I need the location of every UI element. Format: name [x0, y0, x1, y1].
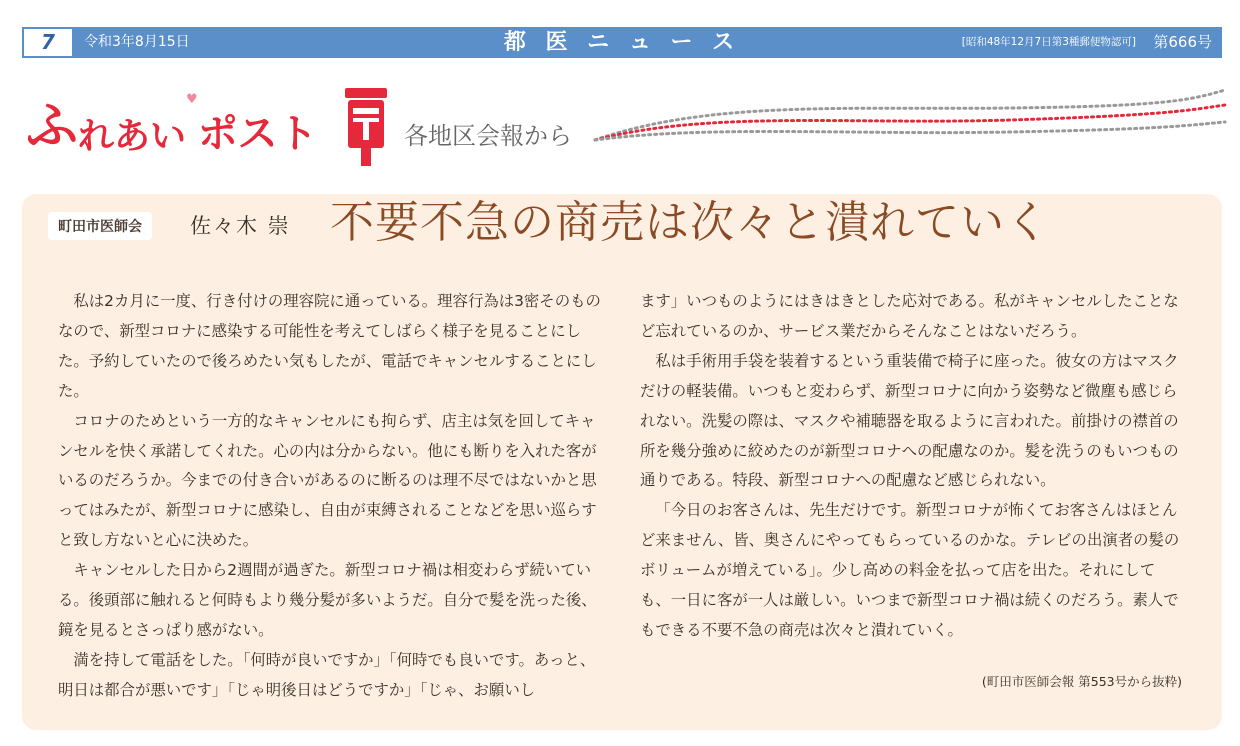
logo-reai: れあい [78, 116, 187, 157]
postbox-icon [345, 88, 387, 166]
paragraph: キャンセルした日から2週間が過ぎた。新型コロナ禍は相変わらず続いている。後頭部に触れると何時もより幾分髪が多いようだ。自分で髪を洗った後、鏡を見るとさっぱり感がない。 [58, 561, 597, 639]
postal-permit: [昭和48年12月7日第3種郵便物認可] [961, 36, 1136, 48]
heart-icon: ♥ [186, 92, 198, 107]
paragraph: ます」いつものようにはきはきとした応対である。私がキャンセルしたことなど忘れているのか、サービス業だからそんなことはないだろう。 [640, 292, 1179, 340]
paragraph: 満を持して電話をした。「何時が良いですか」「何時でも良いです。あっと、明日は都合が悪いです」「じゃ明後日はどうですか」「じゃ、お願いし [58, 650, 596, 699]
logo-post: ポスト [197, 111, 318, 157]
dotted-wave-decoration [590, 80, 1230, 160]
header-bar [22, 27, 1222, 58]
section-subtitle: 各地区会報から [404, 122, 572, 150]
paragraph: 私は2カ月に一度、行き付けの理容院に通っている。理容行為は3密そのものなので、新型コロナに感染する可能性を考えてしばらく様子を見ることにした。予約していたので後ろめたい気もしたが、電話でキャンセルすることにした。 [58, 292, 601, 400]
source-citation: (町田市医師会報 第553号から抜粋) [981, 674, 1182, 689]
page-number: 7 [22, 27, 74, 58]
issue-number: 第666号 [1153, 33, 1212, 51]
article-headline: 不要不急の商売は次々と潰れていく [330, 197, 1050, 248]
article-column-right [640, 287, 1185, 646]
masthead: 都 医 ニ ュ ー ス [503, 30, 741, 55]
paragraph: コロナのためという一方的なキャンセルにも拘らず、店主は気を回してキャンセルを快く承諾してくれた。心の内は分からない。他にも断りを入れた客がいるのだろうか。今までの付き合いがあるのに断るのは理不尽ではないかと思ってはみたが、新型コロナに感染し、自由が束縛されることなどを思い巡らすと致し方ないと心に決めた。 [58, 411, 597, 550]
logo-fu: ふ [26, 97, 79, 157]
article-column-left [58, 287, 606, 706]
author-name: 佐々木 崇 [190, 214, 291, 238]
paragraph: 「今日のお客さんは、先生だけです。新型コロナが怖くてお客さんはほとんど来ません、皆、奥さんにやってもらっているのかな。テレビの出演者の髪のボリュームが増えている」。少し高めの料金を払って店を出た。それにしても、一日に客が一人は厳しい。いつまで新型コロナ禍は続くのだろう。素人でもできる不要不急の商売は次々と潰れていく。 [640, 501, 1180, 639]
section-logo [26, 84, 318, 157]
association-badge: 町田市医師会 [48, 212, 152, 240]
issue-date: 令和3年8月15日 [84, 34, 190, 50]
paragraph: 私は手術用手袋を装着するという重装備で椅子に座った。彼女の方はマスクだけの軽装備。いつもと変わらず、新型コロナに向かう姿勢など微塵も感じられない。洗髪の際は、マスクや補聴器を取るように言われた。前掛けの襟首の所を幾分強めに絞めたのが新型コロナへの配慮なのか。髪を洗うのもいつもの通りである。特段、新型コロナへの配慮など感じられない。 [640, 351, 1179, 490]
